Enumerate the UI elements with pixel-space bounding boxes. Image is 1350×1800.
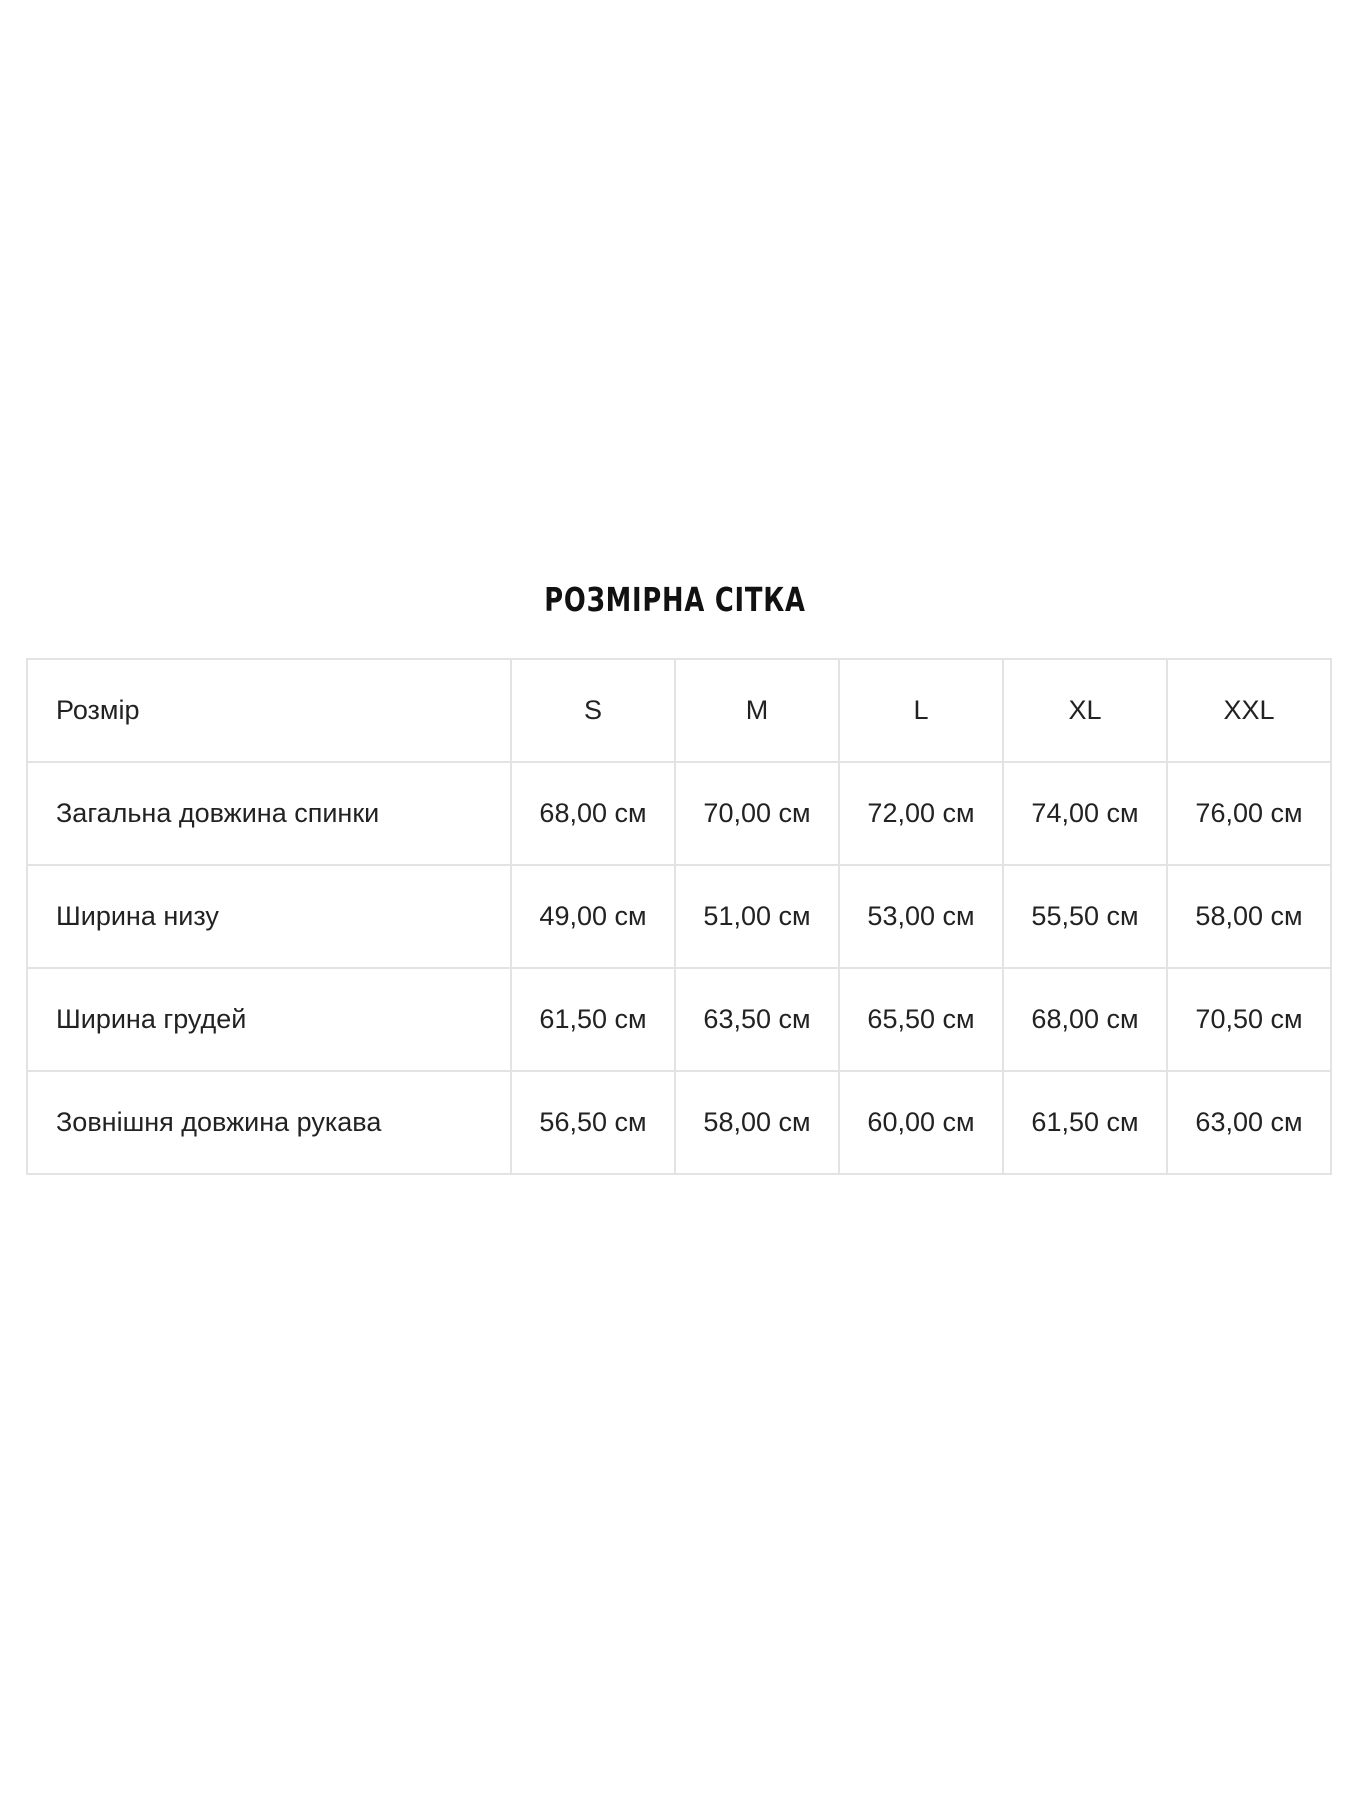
measurement-cell: 74,00 см <box>1003 762 1167 865</box>
measurement-cell: 65,50 см <box>839 968 1003 1071</box>
row-label-cell: Ширина низу <box>27 865 511 968</box>
measurement-cell: 53,00 см <box>839 865 1003 968</box>
measurement-cell: 72,00 см <box>839 762 1003 865</box>
measurement-cell: 49,00 см <box>511 865 675 968</box>
measurement-cell: 61,50 см <box>1003 1071 1167 1174</box>
measurement-cell: 51,00 см <box>675 865 839 968</box>
size-chart-table <box>26 658 1332 1175</box>
header-label-cell: Розмір <box>27 659 511 762</box>
measurement-cell: 76,00 см <box>1167 762 1331 865</box>
page-title: РОЗМІРНА СІТКА <box>544 580 806 619</box>
table-row <box>27 762 1331 865</box>
measurement-cell: 58,00 см <box>1167 865 1331 968</box>
measurement-cell: 68,00 см <box>511 762 675 865</box>
header-size-cell: S <box>511 659 675 762</box>
measurement-cell: 60,00 см <box>839 1071 1003 1174</box>
table-row <box>27 865 1331 968</box>
measurement-cell: 68,00 см <box>1003 968 1167 1071</box>
header-size-cell: XL <box>1003 659 1167 762</box>
header-size-cell: XXL <box>1167 659 1331 762</box>
measurement-cell: 70,50 см <box>1167 968 1331 1071</box>
measurement-cell: 63,00 см <box>1167 1071 1331 1174</box>
measurement-cell: 56,50 см <box>511 1071 675 1174</box>
header-size-cell: M <box>675 659 839 762</box>
table-header-row <box>27 659 1331 762</box>
table-row <box>27 1071 1331 1174</box>
header-size-cell: L <box>839 659 1003 762</box>
table-row <box>27 968 1331 1071</box>
measurement-cell: 61,50 см <box>511 968 675 1071</box>
row-label-cell: Ширина грудей <box>27 968 511 1071</box>
measurement-cell: 70,00 см <box>675 762 839 865</box>
measurement-cell: 55,50 см <box>1003 865 1167 968</box>
measurement-cell: 63,50 см <box>675 968 839 1071</box>
row-label-cell: Зовнішня довжина рукава <box>27 1071 511 1174</box>
row-label-cell: Загальна довжина спинки <box>27 762 511 865</box>
measurement-cell: 58,00 см <box>675 1071 839 1174</box>
